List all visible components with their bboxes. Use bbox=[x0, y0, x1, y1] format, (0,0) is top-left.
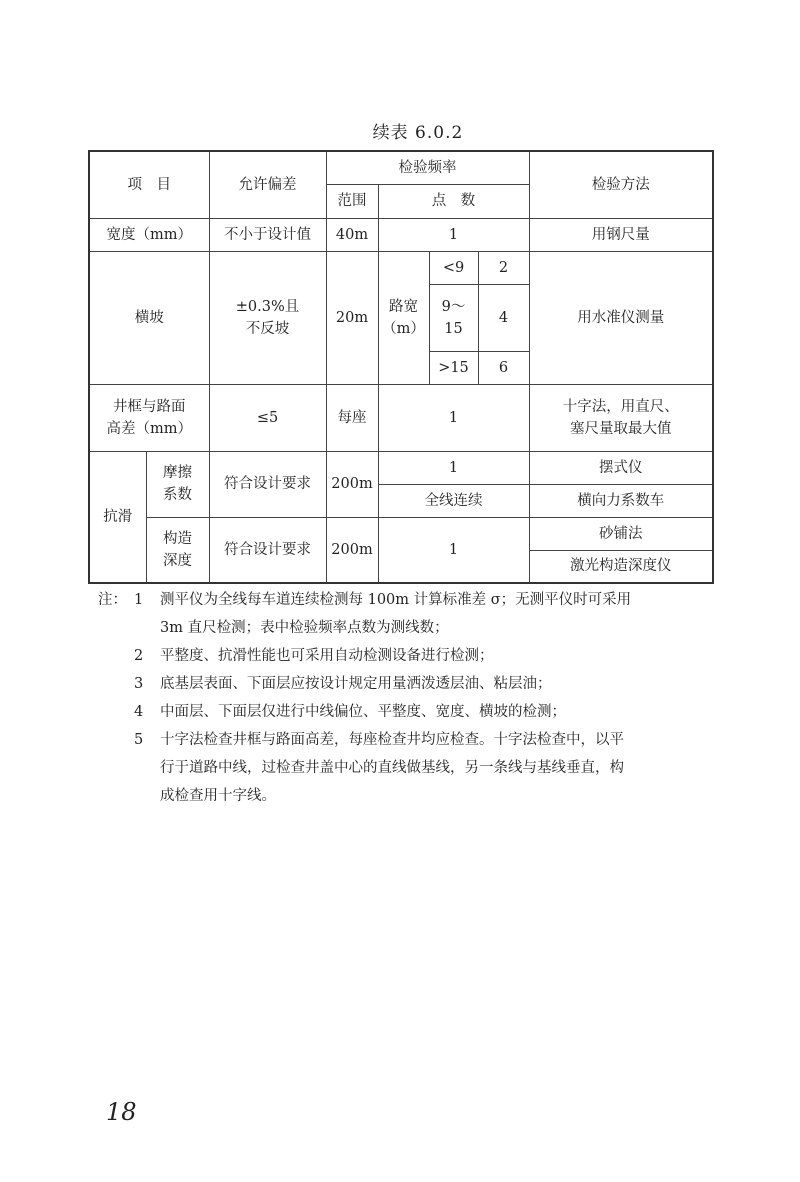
note-text: 平整度、抗滑性能也可采用自动检测设备进行检测； bbox=[160, 648, 494, 664]
note-text bbox=[160, 586, 738, 642]
item-line: 系数 bbox=[163, 487, 192, 503]
note-line: 十字法检查井框与路面高差，每座检查井均应检查。十字法检查中，以平 bbox=[160, 732, 624, 748]
header-range: 范围 bbox=[326, 184, 378, 218]
cell-tolerance: 符合设计要求 bbox=[209, 451, 326, 517]
header-row bbox=[89, 151, 713, 184]
item-line: 摩擦 bbox=[163, 465, 192, 481]
table-row bbox=[89, 451, 713, 484]
cell-method: 砂铺法 bbox=[529, 517, 713, 550]
cell-points: 6 bbox=[478, 351, 529, 384]
table-row bbox=[89, 218, 713, 251]
note-text bbox=[160, 726, 738, 810]
note-text: 底基层表面、下面层应按设计规定用量洒泼透层油、粘层油； bbox=[160, 676, 552, 692]
table-row bbox=[89, 517, 713, 550]
note-line: 测平仪为全线每车道连续检测每 100m 计算标准差 σ；无测平仪时可采用 bbox=[160, 592, 632, 608]
note-item bbox=[98, 642, 738, 670]
cell-method: 用水准仪测量 bbox=[529, 251, 713, 384]
note-item bbox=[98, 726, 738, 810]
note-number: 1 bbox=[134, 592, 144, 608]
item-line: 深度 bbox=[163, 552, 192, 569]
note-line: 行于道路中线，过检查井盖中心的直线做基线，另一条线与基线垂直，构 bbox=[160, 760, 624, 776]
cell-points: 1 bbox=[378, 517, 529, 583]
tolerance-line: 不反坡 bbox=[245, 320, 290, 337]
cell-points: 4 bbox=[478, 284, 529, 351]
cell-method: 激光构造深度仪 bbox=[529, 550, 713, 583]
method-line: 塞尺量取最大值 bbox=[570, 420, 672, 437]
notes-label: 注： bbox=[98, 592, 127, 608]
header-tolerance: 允许偏差 bbox=[209, 151, 326, 218]
cell-range: 20m bbox=[326, 251, 378, 384]
page-number: 18 bbox=[106, 1098, 137, 1126]
cell-points: 全线连续 bbox=[378, 484, 529, 517]
cell-item bbox=[146, 517, 209, 583]
cell-tolerance: 不小于设计值 bbox=[209, 218, 326, 251]
note-number: 4 bbox=[134, 704, 144, 720]
cell-points: 2 bbox=[478, 251, 529, 284]
header-item: 项 目 bbox=[89, 151, 209, 218]
method-line: 十字法，用直尺、 bbox=[562, 398, 679, 415]
header-frequency: 检验频率 bbox=[326, 151, 529, 184]
table-row bbox=[89, 384, 713, 451]
cell-width-range: >15 bbox=[429, 351, 478, 384]
item-line: 高差（mm） bbox=[106, 420, 192, 437]
cell-method: 横向力系数车 bbox=[529, 484, 713, 517]
cell-tolerance: 符合设计要求 bbox=[209, 517, 326, 583]
note-item bbox=[98, 586, 738, 642]
cell-tolerance bbox=[209, 251, 326, 384]
note-line: 成检查用十字线。 bbox=[160, 788, 276, 804]
note-line: 3m 直尺检测；表中检验频率点数为测线数； bbox=[160, 620, 449, 636]
cell-range: 每座 bbox=[326, 384, 378, 451]
cell-range: 200m bbox=[326, 517, 378, 583]
road-width-label: 路宽 bbox=[389, 298, 418, 315]
cell-range: 200m bbox=[326, 451, 378, 517]
header-points: 点 数 bbox=[378, 184, 529, 218]
cell-points: 1 bbox=[378, 451, 529, 484]
cell-item: 横坡 bbox=[89, 251, 209, 384]
note-item bbox=[98, 698, 738, 726]
inspection-table bbox=[88, 150, 714, 584]
width-line: 15 bbox=[444, 320, 463, 337]
item-line: 构造 bbox=[163, 530, 192, 547]
item-line: 井框与路面 bbox=[113, 398, 186, 415]
cell-method bbox=[529, 384, 713, 451]
notes bbox=[98, 586, 738, 810]
cell-points: 1 bbox=[378, 218, 529, 251]
width-line: 9～ bbox=[441, 298, 466, 315]
cell-item: 宽度（mm） bbox=[89, 218, 209, 251]
note-number: 2 bbox=[134, 648, 144, 664]
note-number: 5 bbox=[134, 732, 144, 748]
header-method: 检验方法 bbox=[529, 151, 713, 218]
cell-road-width bbox=[378, 251, 429, 384]
cell-tolerance: ≤5 bbox=[209, 384, 326, 451]
tolerance-line: ±0.3%且 bbox=[235, 298, 300, 315]
cell-method: 用钢尺量 bbox=[529, 218, 713, 251]
cell-item bbox=[89, 384, 209, 451]
cell-width-range: <9 bbox=[429, 251, 478, 284]
table-title: 续表 6.0.2 bbox=[372, 123, 464, 143]
table-row bbox=[89, 251, 713, 284]
cell-method: 摆式仪 bbox=[529, 451, 713, 484]
cell-points: 1 bbox=[378, 384, 529, 451]
note-number: 3 bbox=[134, 676, 144, 692]
note-text: 中面层、下面层仅进行中线偏位、平整度、宽度、横坡的检测； bbox=[160, 704, 566, 720]
cell-width-range bbox=[429, 284, 478, 351]
cell-item bbox=[146, 451, 209, 517]
cell-range: 40m bbox=[326, 218, 378, 251]
road-width-unit: （m） bbox=[382, 320, 425, 337]
note-item bbox=[98, 670, 738, 698]
cell-group: 抗滑 bbox=[89, 451, 146, 583]
